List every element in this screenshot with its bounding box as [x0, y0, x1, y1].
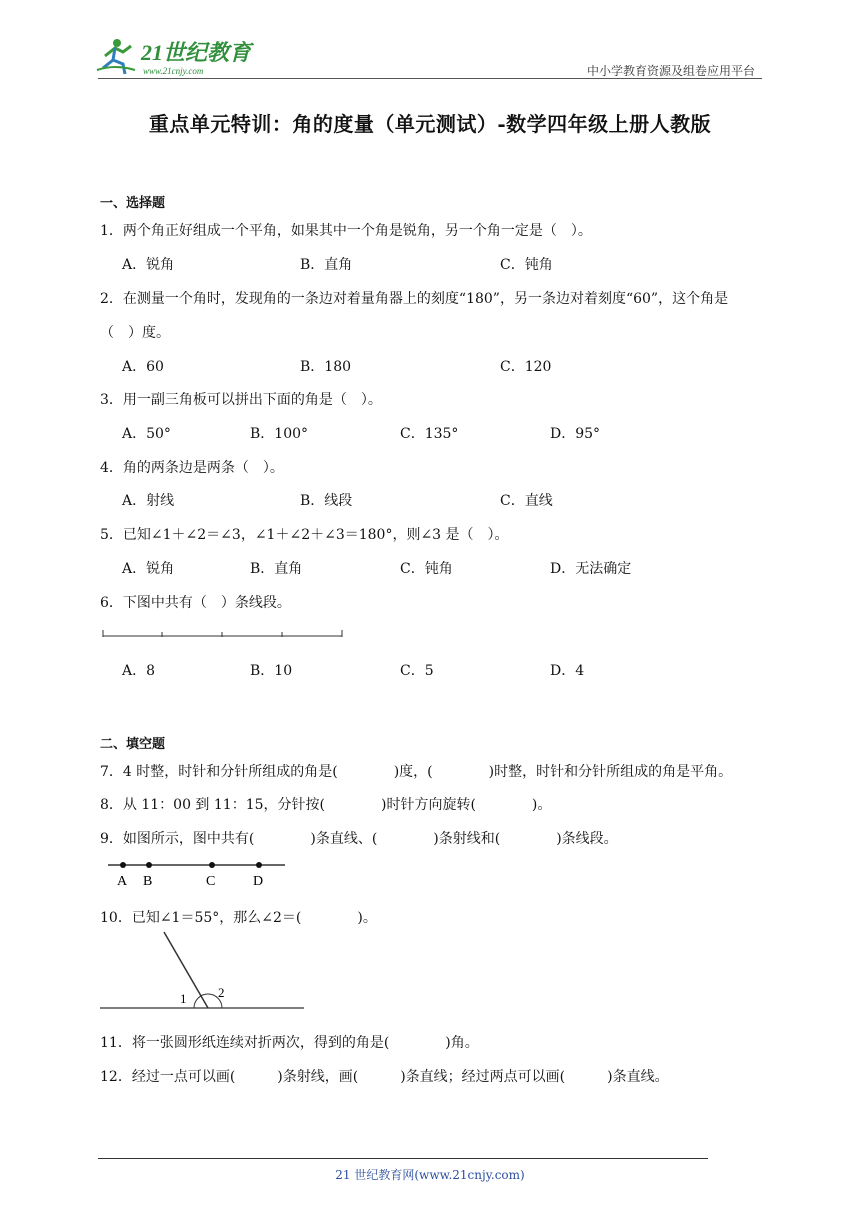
question-2-cont: （ ）度。	[100, 325, 170, 341]
section-heading-choice: 一、选择题	[100, 196, 166, 211]
angle-label-1: 1	[180, 991, 187, 1006]
question-12: 12．经过一点可以画( )条射线，画( )条直线；经过两点可以画( )条直线。	[100, 1069, 669, 1085]
point-a	[120, 862, 126, 868]
question-7: 7．4 时整，时针和分针所组成的角是( )度，( )时整，时针和分针所组成的角是平角。	[100, 764, 733, 780]
question-10: 10．已知∠1＝55°，那么∠2＝( )。	[100, 910, 377, 926]
q5-option-c: C．钝角	[400, 561, 453, 577]
points-line-diagram	[100, 856, 300, 890]
point-label-a: A	[117, 874, 128, 889]
angle-diagram	[98, 928, 308, 1012]
segment-diagram	[100, 626, 350, 640]
logo-text: 21世纪教育	[141, 40, 252, 65]
footer-link[interactable]: 21 世纪教育网(www.21cnjy.com)	[335, 1168, 525, 1182]
q4-option-c: C．直线	[500, 493, 553, 509]
point-b	[146, 862, 152, 868]
logo-runner-icon	[95, 34, 265, 78]
question-4: 4．角的两条边是两条（ ）。	[100, 460, 284, 476]
q5-option-d: D．无法确定	[550, 561, 632, 577]
point-c	[209, 862, 215, 868]
q2-option-a: A．60	[122, 359, 164, 375]
q3-option-b: B．100°	[250, 426, 309, 442]
question-9: 9．如图所示，图中共有( )条直线、( )条射线和( )条线段。	[100, 831, 618, 847]
q5-option-b: B．直角	[250, 561, 303, 577]
q2-option-b: B．180	[300, 359, 352, 375]
question-5: 5．已知∠1＋∠2＝∠3，∠1＋∠2＋∠3＝180°，则∠3 是（ ）。	[100, 527, 509, 543]
q6-option-b: B．10	[250, 663, 293, 679]
question-1: 1．两个角正好组成一个平角，如果其中一个角是锐角，另一个角一定是（ ）。	[100, 223, 592, 239]
site-logo	[95, 34, 265, 78]
angle-label-2: 2	[218, 985, 225, 1000]
page-title: 重点单元特训：角的度量（单元测试）-数学四年级上册人教版	[148, 112, 712, 136]
question-3: 3．用一副三角板可以拼出下面的角是（ ）。	[100, 392, 382, 408]
header-divider	[98, 78, 762, 79]
question-8: 8．从 11：00 到 11：15，分针按( )时针方向旋转( )。	[100, 797, 552, 813]
footer-divider	[98, 1158, 708, 1159]
q1-option-c: C．钝角	[500, 257, 553, 273]
point-label-d: D	[253, 874, 264, 889]
q3-option-c: C．135°	[400, 426, 459, 442]
question-11: 11．将一张圆形纸连续对折两次，得到的角是( )角。	[100, 1035, 479, 1051]
point-d	[256, 862, 262, 868]
point-label-c: C	[206, 874, 216, 889]
q5-option-a: A．锐角	[122, 561, 175, 577]
q3-option-d: D．95°	[550, 426, 601, 442]
q6-option-a: A．8	[122, 663, 156, 679]
q1-option-a: A．锐角	[122, 257, 175, 273]
question-6: 6．下图中共有（ ）条线段。	[100, 595, 291, 611]
q4-option-a: A．射线	[122, 493, 175, 509]
section-heading-fill: 二、填空题	[100, 737, 166, 752]
question-2: 2．在测量一个角时，发现角的一条边对着量角器上的刻度“180”，另一条边对着刻度“60”，这个角是	[100, 291, 729, 307]
q1-option-b: B．直角	[300, 257, 353, 273]
platform-name: 中小学教育资源及组卷应用平台	[586, 64, 755, 78]
point-label-b: B	[143, 874, 153, 889]
logo-url: www.21cnjy.com	[143, 66, 204, 76]
q4-option-b: B．线段	[300, 493, 353, 509]
q6-option-d: D．4	[550, 663, 585, 679]
q3-option-a: A．50°	[122, 426, 171, 442]
q6-option-c: C．5	[400, 663, 434, 679]
q2-option-c: C．120	[500, 359, 552, 375]
